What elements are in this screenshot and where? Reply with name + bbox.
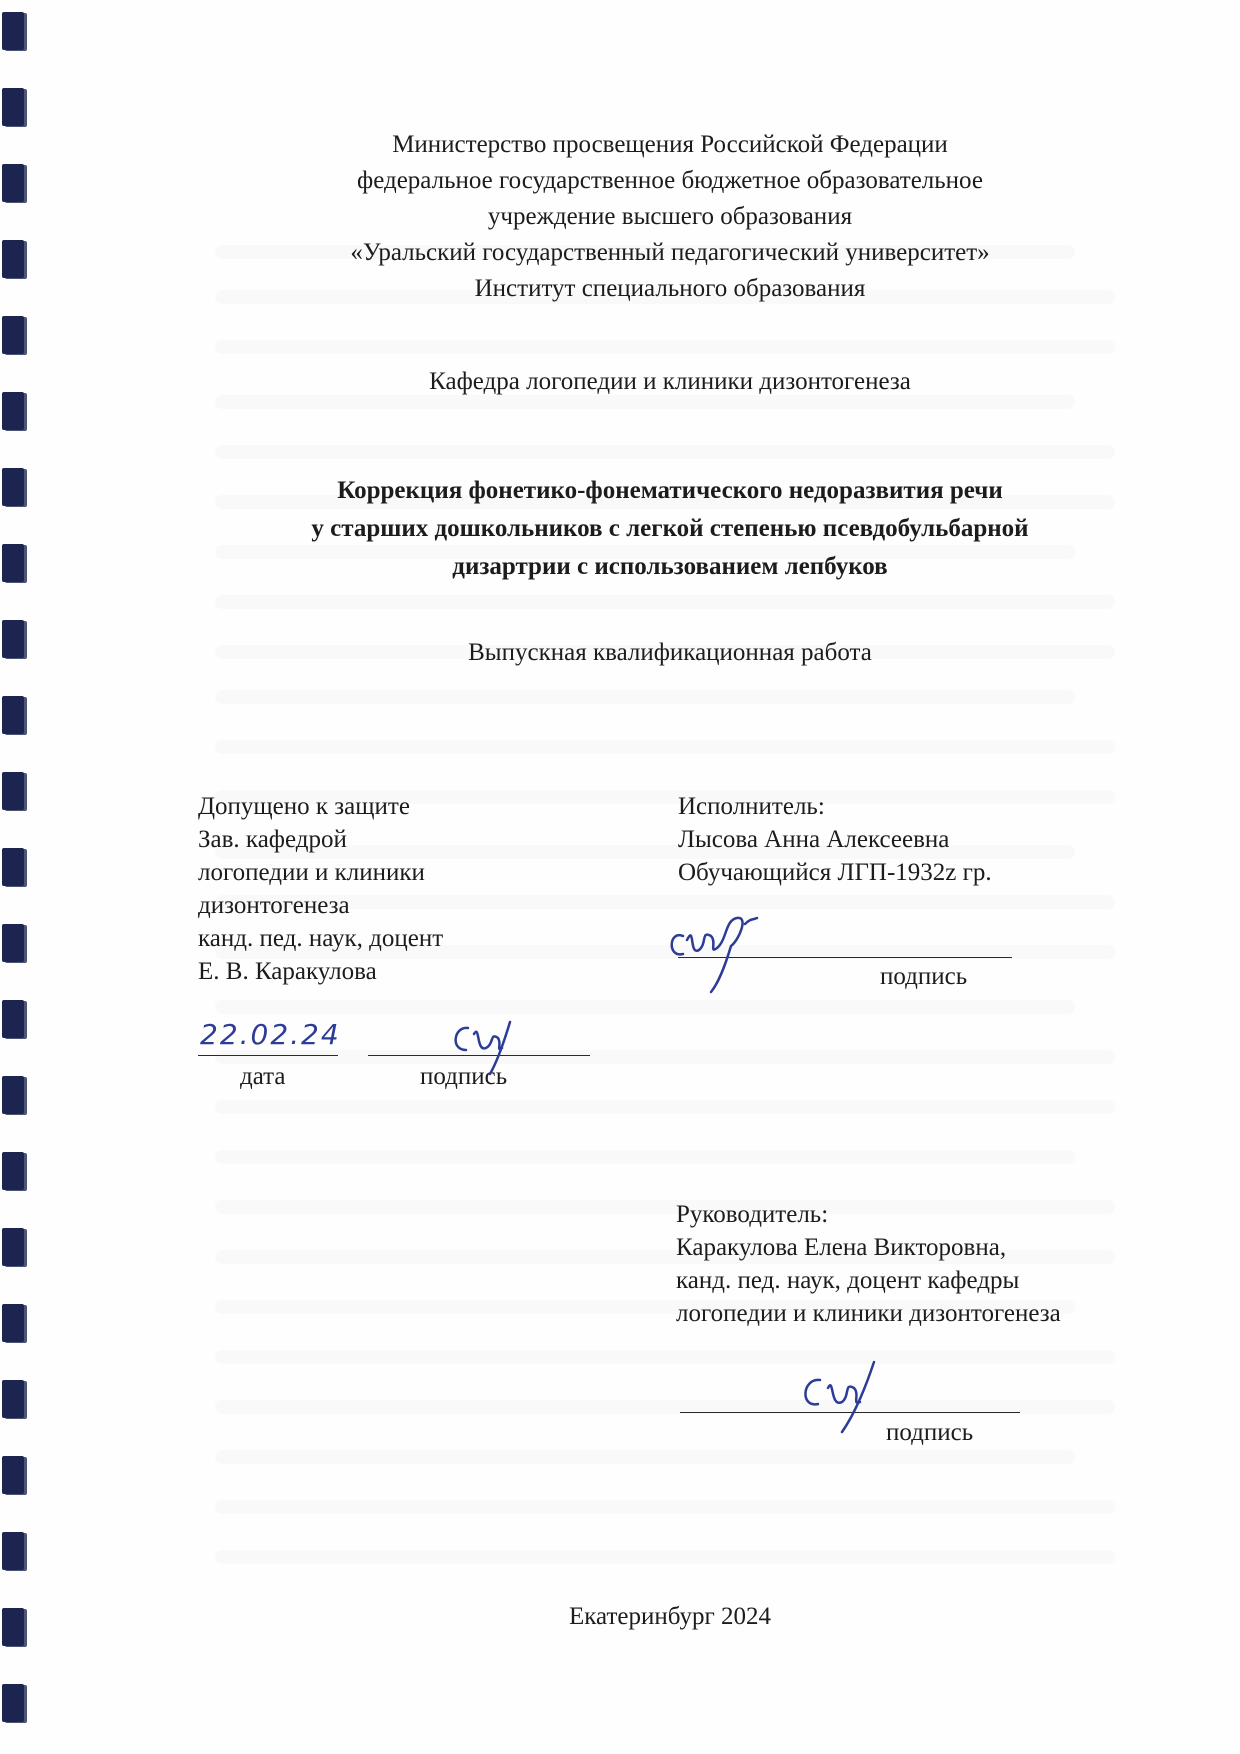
binding-hole <box>2 316 24 354</box>
bleed-through-line <box>215 1550 1115 1564</box>
executor-line: Лысова Анна Алексеевна <box>678 826 950 853</box>
bleed-through-line <box>215 1500 1115 1514</box>
bleed-through-line <box>215 1350 1115 1364</box>
thesis-title <box>0 472 1240 586</box>
city-year: Екатеринбург 2024 <box>568 1603 772 1630</box>
binding-hole <box>2 1304 24 1342</box>
header-line: учреждение высшего образования <box>487 203 853 230</box>
executor-signature <box>665 896 785 996</box>
binding-hole <box>2 12 24 50</box>
supervisor-line: канд. пед. наук, доцент кафедры <box>676 1267 1020 1294</box>
approval-signature-label: подпись <box>420 1063 508 1090</box>
supervisor-line: Руководитель: <box>676 1201 829 1228</box>
header-line: федеральное государственное бюджетное образовательное <box>357 167 983 194</box>
approval-line: логопедии и клиники <box>198 859 425 886</box>
binding-hole <box>2 848 24 886</box>
bleed-through-line <box>215 340 1115 354</box>
binding-hole <box>2 88 24 126</box>
bleed-through-line <box>215 1450 1075 1464</box>
binding-hole <box>2 696 24 734</box>
binding-hole <box>2 1456 24 1494</box>
binding-hole <box>2 924 24 962</box>
title-line: Коррекция фонетико-фонематического недоразвития речи <box>337 477 1003 504</box>
institution-header <box>0 127 1240 307</box>
header-line: «Уральский государственный педагогический университет» <box>350 239 990 266</box>
title-line: у старших дошкольников с легкой степенью псевдобульбарной <box>311 515 1029 542</box>
bleed-through-line <box>215 595 1115 609</box>
bleed-through-line <box>215 1000 1075 1014</box>
approval-date-handwritten: 22.02.24 <box>200 1018 341 1051</box>
title-line: дизартрии с использованием лепбуков <box>452 553 888 580</box>
executor-line: Обучающийся ЛГП-1932z гр. <box>678 859 992 886</box>
binding-hole <box>2 1380 24 1418</box>
approval-signature <box>440 1008 530 1078</box>
approval-line: Е. В. Каракулова <box>198 958 377 985</box>
binding-hole <box>2 1000 24 1038</box>
approval-line: Допущено к защите <box>198 793 410 820</box>
department-name: Кафедра логопедии и клиники дизонтогенеза <box>429 368 911 395</box>
bleed-through-line <box>215 740 1115 754</box>
approval-line: дизонтогенеза <box>198 892 350 919</box>
binding-hole <box>2 1228 24 1266</box>
supervisor-line: логопедии и клиники дизонтогенеза <box>676 1300 1061 1327</box>
binding-hole <box>2 1684 24 1722</box>
bleed-through-line <box>215 445 1115 459</box>
binding-hole <box>2 772 24 810</box>
date-line <box>198 1055 338 1056</box>
approval-line: Зав. кафедрой <box>198 826 347 853</box>
approval-block <box>198 790 443 988</box>
bleed-through-line <box>215 1100 1115 1114</box>
bleed-through-line <box>215 690 1075 704</box>
supervisor-block <box>676 1198 1061 1330</box>
binding-hole <box>2 1076 24 1114</box>
binding-hole <box>2 1532 24 1570</box>
header-line: Министерство просвещения Российской Федерации <box>392 131 948 158</box>
approval-line: канд. пед. наук, доцент <box>198 925 444 952</box>
binding-hole <box>2 1152 24 1190</box>
executor-line: Исполнитель: <box>678 793 825 820</box>
executor-signature-label: подпись <box>880 963 968 990</box>
supervisor-line: Каракулова Елена Викторовна, <box>676 1234 1007 1261</box>
date-label: дата <box>240 1063 286 1090</box>
supervisor-signature <box>790 1352 900 1442</box>
bleed-through-line <box>215 1150 1075 1164</box>
bleed-through-line <box>215 1050 1115 1064</box>
header-line: Институт специального образования <box>474 275 866 302</box>
work-type: Выпускная квалификационная работа <box>468 639 872 666</box>
executor-block <box>678 790 992 889</box>
supervisor-signature-label: подпись <box>886 1419 974 1446</box>
